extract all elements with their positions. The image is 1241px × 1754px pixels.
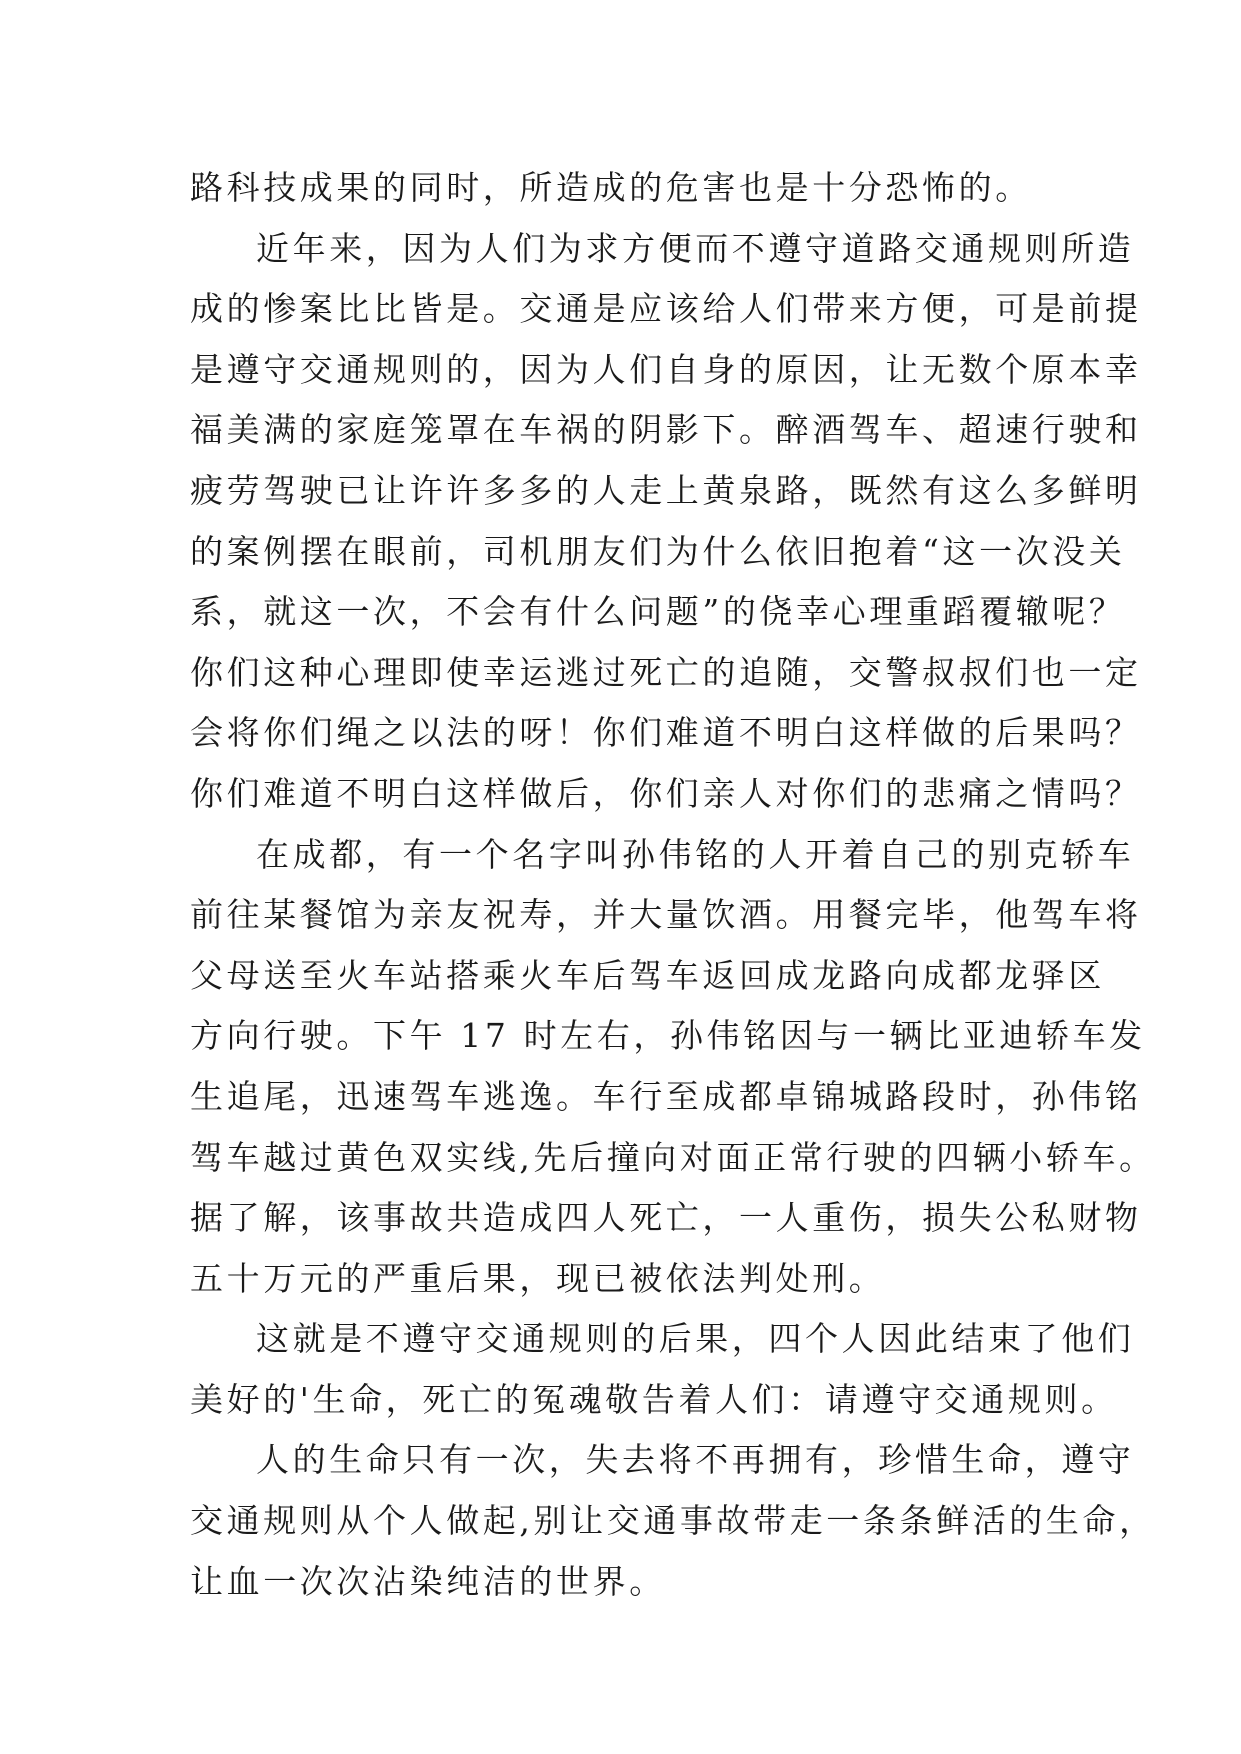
- paragraph-first-line: 人的生命只有一次，失去将不再拥有，珍惜生命，遵守: [256, 1440, 1135, 1480]
- text-line: 的案例摆在眼前，司机朋友们为什么依旧抱着“这一次没关: [190, 531, 1126, 571]
- paragraph-first-line: 近年来，因为人们为求方便而不遵守道路交通规则所造: [256, 228, 1135, 268]
- text-line: 你们难道不明白这样做后，你们亲人对你们的悲痛之情吗？: [190, 773, 1142, 813]
- text-line: 交通规则从个人做起,别让交通事故带走一条条鲜活的生命，: [190, 1501, 1156, 1541]
- paragraph-first-line: 这就是不遵守交通规则的后果，四个人因此结束了他们: [256, 1319, 1135, 1359]
- text-line: 路科技成果的同时，所造成的危害也是十分恐怖的。: [190, 168, 1032, 207]
- text-line: 据了解，该事故共造成四人死亡，一人重伤，损失公私财物: [190, 1198, 1142, 1238]
- text-line: 父母送至火车站搭乘火车后驾车返回成龙路向成都龙驿区: [190, 955, 1105, 995]
- text-line: 会将你们绳之以法的呀！你们难道不明白这样做的后果吗？: [190, 713, 1142, 753]
- text-line: 你们这种心理即使幸运逃过死亡的追随，交警叔叔们也一定: [190, 652, 1142, 692]
- text-line: 系，就这一次，不会有什么问题”的侥幸心理重蹈覆辙呢？: [190, 592, 1126, 632]
- text-line: 五十万元的严重后果，现已被依法判处刑。: [190, 1258, 886, 1298]
- text-line: 方向行驶。下午 17 时左右，孙伟铭因与一辆比亚迪轿车发: [190, 1016, 1146, 1056]
- text-line: 福美满的家庭笼罩在车祸的阴影下。醉酒驾车、超速行驶和: [190, 410, 1142, 450]
- text-line: 成的惨案比比皆是。交通是应该给人们带来方便，可是前提: [190, 289, 1142, 329]
- body-text: [190, 158, 1156, 1612]
- text-line: 是遵守交通规则的，因为人们自身的原因，让无数个原本幸: [190, 349, 1142, 389]
- text-line: 生追尾，迅速驾车逃逸。车行至成都卓锦城路段时，孙伟铭: [190, 1076, 1142, 1116]
- text-line: 让血一次次沾染纯洁的世界。: [190, 1561, 666, 1601]
- text-line: 前往某餐馆为亲友祝寿，并大量饮酒。用餐完毕，他驾车将: [190, 895, 1142, 935]
- paragraph-first-line: 在成都，有一个名字叫孙伟铭的人开着自己的别克轿车: [256, 834, 1135, 874]
- text-line: 疲劳驾驶已让许许多多的人走上黄泉路，既然有这么多鲜明: [190, 470, 1142, 510]
- text-line: 驾车越过黄色双实线,先后撞向对面正常行驶的四辆小轿车。: [190, 1137, 1156, 1177]
- text-line: 美好的'生命，死亡的冤魂敬告着人们：请遵守交通规则。: [190, 1379, 1118, 1419]
